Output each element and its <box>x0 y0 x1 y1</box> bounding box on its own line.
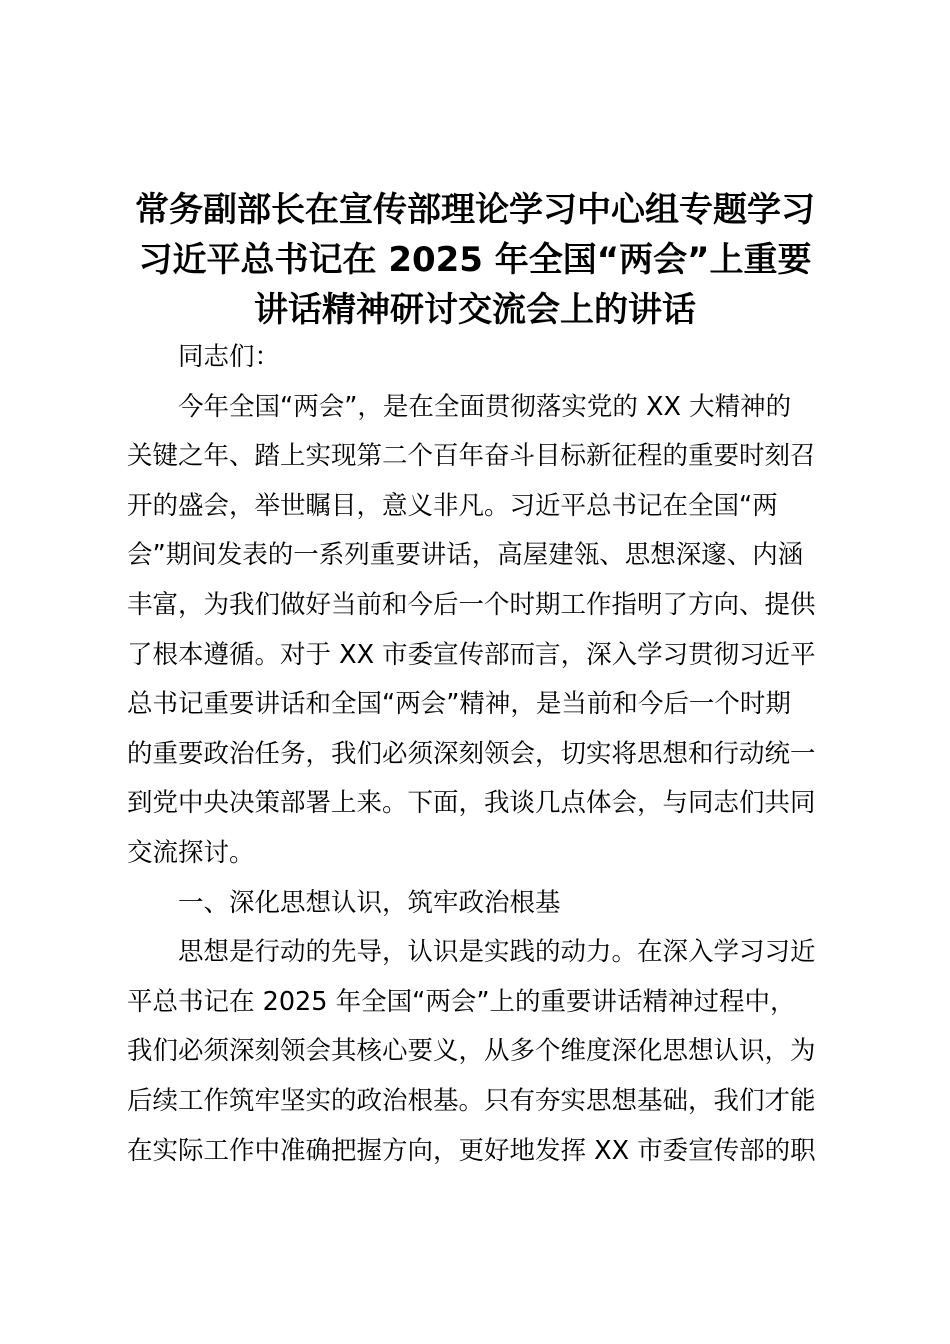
paragraph-line: 今年全国“两会”，是在全面贯彻落实党的 XX 大精神的 <box>178 391 792 422</box>
paragraph-line: 丰富，为我们做好当前和今后一个时期工作指明了方向、提供 <box>127 589 816 620</box>
paragraph-line: 后续工作筑牢坚实的政治根基。只有夯实思想基础，我们才能 <box>127 1085 816 1116</box>
paragraph-line: 到党中央决策部署上来。下面，我谈几点体会，与同志们共同 <box>127 788 816 819</box>
paragraph-line: 交流探讨。 <box>127 837 255 868</box>
paragraph-line: 开的盛会，举世瞩目，意义非凡。习近平总书记在全国“两 <box>127 490 778 521</box>
paragraph-line: 会”期间发表的一系列重要讲话，高屋建瓴、思想深邃、内涵 <box>127 540 804 571</box>
paragraph-line: 平总书记在 2025 年全国“两会”上的重要讲话精神过程中， <box>127 986 796 1017</box>
paragraph-line: 思想是行动的先导，认识是实践的动力。在深入学习习近 <box>178 937 816 968</box>
salutation: 同志们： <box>178 342 281 372</box>
section-heading: 一、深化思想认识，筑牢政治根基 <box>178 887 561 918</box>
paragraph-line: 的重要政治任务，我们必须深刻领会，切实将思想和行动统一 <box>127 738 816 769</box>
paragraph-line: 在实际工作中准确把握方向，更好地发挥 XX 市委宣传部的职 <box>127 1135 816 1166</box>
title-line: 讲话精神研讨交流会上的讲话 <box>254 290 696 330</box>
document-body <box>127 333 831 1176</box>
title-line: 常务副部长在宣传部理论学习中心组专题学习 <box>135 190 815 230</box>
title-line: 习近平总书记在 2025 年全国“两会”上重要 <box>138 240 812 280</box>
document-title <box>110 185 840 335</box>
paragraph-line: 关键之年、踏上实现第二个百年奋斗目标新征程的重要时刻召 <box>127 441 816 472</box>
paragraph-line: 总书记重要讲话和全国“两会”精神，是当前和今后一个时期 <box>127 689 791 720</box>
paragraph-line: 我们必须深刻领会其核心要义，从多个维度深化思想认识，为 <box>127 1036 816 1067</box>
paragraph-line: 了根本遵循。对于 XX 市委宣传部而言，深入学习贯彻习近平 <box>127 639 816 670</box>
